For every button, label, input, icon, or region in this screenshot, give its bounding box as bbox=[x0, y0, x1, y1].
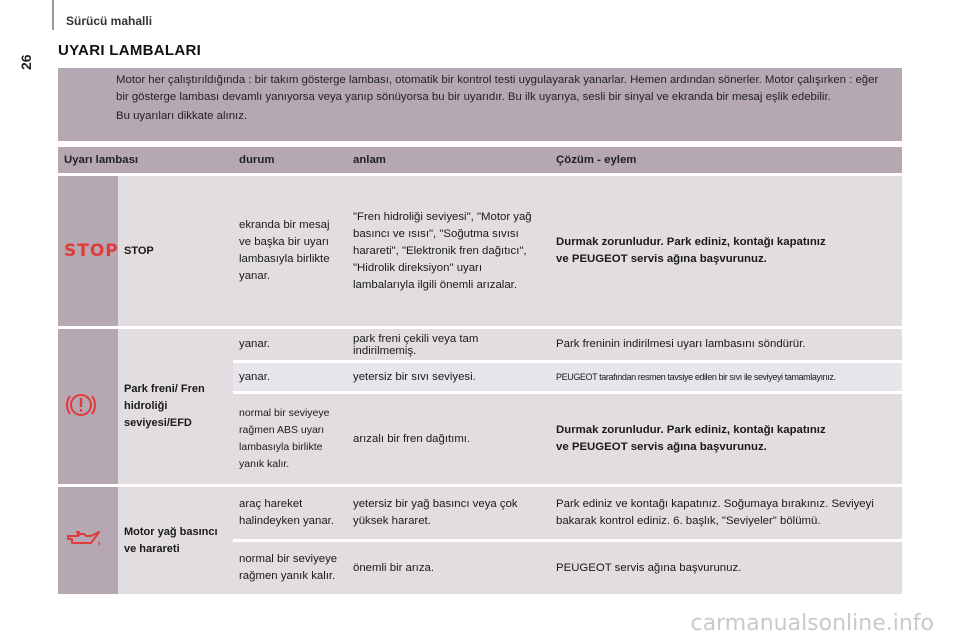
oil-state-1: araç hareket halindeyken yanar. bbox=[233, 487, 347, 539]
section-title: Sürücü mahalli bbox=[66, 14, 153, 28]
park-action-3-line2: ve PEUGEOT servis ağına başvurunuz. bbox=[556, 441, 767, 453]
park-action-3-line1: Durmak zorunludur. Park ediniz, kontağı kapatınız bbox=[556, 424, 826, 436]
oil-action-2: PEUGEOT servis ağına başvurunuz. bbox=[550, 542, 902, 594]
stop-action-line2: ve PEUGEOT servis ağına başvurunuz. bbox=[556, 253, 767, 265]
watermark: carmanualsonline.info bbox=[690, 611, 934, 636]
header-state: durum bbox=[233, 147, 347, 173]
park-name: Park freni/ Fren hidroliği seviyesi/EFD bbox=[118, 329, 233, 484]
stop-icon: STOP bbox=[64, 241, 119, 261]
page-number: 26 bbox=[18, 54, 34, 70]
park-action-1: Park freninin indirilmesi uyarı lambasını söndürür. bbox=[550, 329, 902, 360]
header-warning-light: Uyarı lambası bbox=[58, 147, 233, 173]
park-meaning-3: arızalı bir fren dağıtımı. bbox=[347, 394, 550, 484]
park-meaning-1: park freni çekili veya tam indirilmemiş. bbox=[347, 329, 550, 360]
stop-action-line1: Durmak zorunludur. Park ediniz, kontağı kapatınız bbox=[556, 236, 826, 248]
stop-icon-cell bbox=[58, 176, 118, 326]
header-action: Çözüm - eylem bbox=[550, 147, 902, 173]
warning-lights-table bbox=[58, 144, 902, 597]
intro-paragraph-2: Bu uyarıları dikkate alınız. bbox=[116, 110, 248, 122]
oil-state-2: normal bir seviyeye rağmen yanık kalır. bbox=[233, 542, 347, 594]
header-meaning: anlam bbox=[347, 147, 550, 173]
table-row-stop bbox=[58, 176, 902, 326]
intro-box bbox=[58, 68, 902, 141]
park-state-3: normal bir seviyeye rağmen ABS uyarı lambasıyla birlikte yanık kalır. bbox=[233, 394, 347, 484]
oil-can-icon bbox=[64, 527, 102, 551]
oil-meaning-2: önemli bir arıza. bbox=[347, 542, 550, 594]
park-action-3 bbox=[550, 394, 902, 484]
park-state-1: yanar. bbox=[233, 329, 347, 360]
table-row-park-1 bbox=[58, 329, 902, 360]
brake-icon-cell bbox=[58, 329, 118, 484]
stop-name: STOP bbox=[118, 176, 233, 326]
stop-state: ekranda bir mesaj ve başka bir uyarı lambasıyla birlikte yanar. bbox=[233, 176, 347, 326]
page-title: UYARI LAMBALARI bbox=[58, 42, 202, 59]
oil-name: Motor yağ basıncı ve harareti bbox=[118, 487, 233, 594]
park-state-2: yanar. bbox=[233, 363, 347, 391]
intro-paragraph-1: Motor her çalıştırıldığında : bir takım gösterge lambası, otomatik bir kontrol testi uygulayarak yanarlar. Hemen ardından sönerler. Motor çalışırken : eğer bir gösterge lambası devamlı yanıyorsa veya yanıp sönüyorsa bu bir uyarıdır. Bu ilk uyarıya, sesli bir sinyal ve ekranda bir mesaj eşlik edebilir. bbox=[116, 74, 879, 103]
oil-meaning-1: yetersiz bir yağ basıncı veya çok yüksek hararet. bbox=[347, 487, 550, 539]
stop-action bbox=[550, 176, 902, 326]
park-action-2: PEUGEOT tarafından resmen tavsiye edilen bir sıvı ile seviyeyi tamamlayınız. bbox=[550, 363, 902, 391]
park-meaning-2: yetersiz bir sıvı seviyesi. bbox=[347, 363, 550, 391]
oil-action-1: Park ediniz ve kontağı kapatınız. Soğumaya bırakınız. Seviyeyi bakarak kontrol ediniz. 6. başlık, "Seviyeler" bölümü. bbox=[550, 487, 902, 539]
oil-icon-cell bbox=[58, 487, 118, 594]
header-divider bbox=[52, 0, 54, 30]
table-row-oil-1 bbox=[58, 487, 902, 539]
stop-meaning: "Fren hidroliği seviyesi", "Motor yağ basıncı ve ısısı", "Soğutma sıvısı harareti", "Elektronik fren dağıtıcı", "Hidrolik direksiyon" uyarı lambalarıyla ilgili önemli arızalar. bbox=[347, 176, 550, 326]
table-header-row bbox=[58, 147, 902, 173]
brake-warning-icon bbox=[64, 388, 98, 422]
